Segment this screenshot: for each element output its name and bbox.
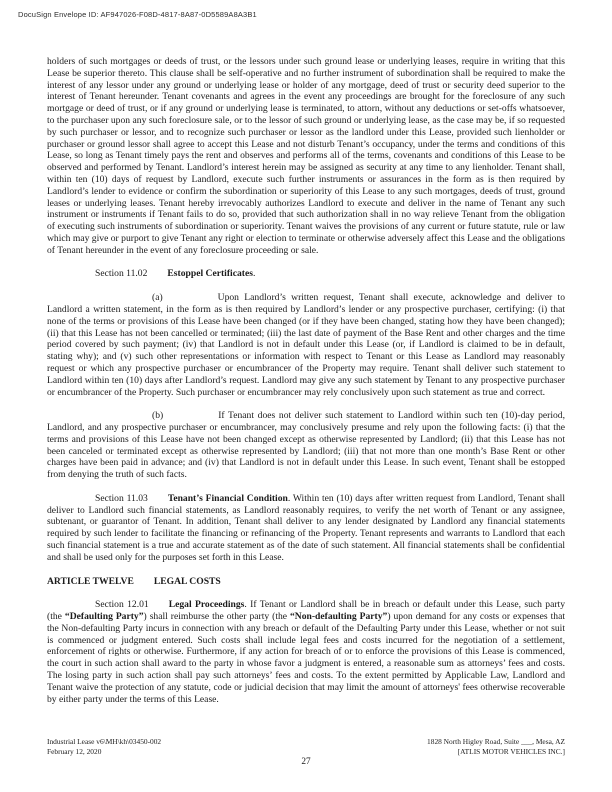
paragraph-b-text: If Tenant does not deliver such statement to Landlord within such ten (10)-day period, Landlord, and any prospective purchaser or encumbrancer, may conclusively presume and rely upon the following facts: (i) that the terms and provisions of this Lease have not been changed except as otherwise represented by Landlord; (ii) that this Lease has not been canceled or terminated except as otherwise represented by Landlord; (iii) that not more than one month’s Base Rent or other charges have been paid in advance; and (iv) that Landlord is not in default under this Lease. In such event, Tenant shall be estopped from denying the truth of such facts. (47, 410, 565, 481)
section-11-03-text: . Within ten (10) days after written request from Landlord, Tenant shall deliver to Landlord such financial statements, as Landlord reasonably requires, to verify the net worth of Tenant or any assignee, subtenant, or guarantor of Tenant. In addition, Tenant shall deliver to any lender designated by Landlord any financial statements required by such lender to facilitate the financing or refinancing of the Property. Tenant represents and warrants to Landlord that each such financial statement is a true and accurate statement as of the date of such statement. All financial statements shall be confidential and shall be used only for the purposes set forth in this Lease. (47, 492, 565, 563)
footer-right (427, 737, 565, 756)
paragraph-b (47, 410, 565, 481)
section-11-03-paragraph (47, 493, 565, 564)
section-11-03-title: Tenant’s Financial Condition (167, 492, 288, 504)
footer-property-address: 1828 North Higley Road, Suite ___, Mesa, AZ (427, 737, 565, 746)
section-12-01-paragraph (47, 599, 565, 705)
section-12-01-text-3: ) upon demand for any costs or expenses that the Non-defaulting Party incurs in connection with any breach or default of the Defaulting Party under this Lease, whether or not suit is commenced or judgment entered. Such costs shall include legal fees and costs incurred for the negotiation of a settlement, enforcement of rights or otherwise. Furthermore, if any action for breach of or to enforce the provisions of this Lease is commenced, the court in such action shall award to the party in whose favor a judgment is entered, a reasonable sum as attorneys’ fees and costs. The losing party in such action shall pay such attorneys’ fees and costs. To the extent permitted by Applicable Law, Landlord and Tenant waive the protection of any statute, code or judicial decision that may limit the amount of attorneys' fees otherwise recoverable by either party under the terms of this Lease. (47, 611, 565, 705)
section-12-01-text-1: . If Tenant or Landlord shall be in breach or default under this Lease, such party (the (47, 599, 565, 623)
footer-document-reference: Industrial Lease v6\MH\kh\03450-002 (47, 737, 162, 746)
article-twelve-number: ARTICLE TWELVE (47, 575, 134, 587)
section-12-01-text-2: ) shall reimburse the other party (the (143, 611, 290, 623)
section-11-02-period: . (252, 268, 256, 280)
footer-date: February 12, 2020 (47, 746, 102, 756)
defined-term-defaulting-party: “Defaulting Party” (64, 611, 144, 623)
document-body (47, 56, 565, 705)
paragraph-a (47, 292, 565, 398)
section-12-01-title: Legal Proceedings (168, 599, 245, 611)
paragraph-b-label: (b) (152, 410, 164, 422)
section-11-02-heading (47, 268, 565, 280)
section-12-01-number: Section 12.01 (95, 599, 149, 611)
footer-left (47, 737, 161, 756)
article-twelve-heading (47, 576, 565, 588)
paragraph-a-text: Upon Landlord’s written request, Tenant shall execute, acknowledge and deliver to Landlord a written statement, in the form as is then required by Landlord’s lender or any prospective purchaser, certifying: (i) that none of the terms or provisions of this Lease have been changed (or if they have been changed, stating how they have been changed); (ii) that this Lease has not been cancelled or terminated; (iii) the last date of payment of the Base Rent and other charges and the time period covered by such payment; (iv) that Landlord is not in default under this Lease (or, if Landlord is claimed to be in default, stating why); and (v) such other representations or information with respect to Tenant or this Lease as Landlord may reasonably request or which any prospective purchaser or encumbrancer of the Property may require. Tenant shall deliver such statement to Landlord within ten (10) days after Landlord’s request. Landlord may give any such statement by Tenant to any prospective purchaser or encumbrancer of the Property. Such purchaser or encumbrancer may rely conclusively upon such statement as true and correct. (47, 292, 565, 398)
docusign-envelope-id: DocuSign Envelope ID: AF947026-F08D-4817-8A87-0D5589A8A3B1 (18, 10, 257, 19)
section-11-02-number: Section 11.02 (95, 268, 148, 280)
page-number: 27 (301, 757, 311, 767)
section-11-02-title: Estoppel Certificates (167, 268, 253, 280)
paragraph-subordination-continuation: holders of such mortgages or deeds of trust, or the lessors under such ground lease or underlying leases, require in writing that this Lease be superior thereto. This clause shall be self-operative and no further instrument of subordination shall be required to make the interest of any lessor under any ground or underlying lease or holder of any mortgage, deed of trust or security deed superior to the interest of Tenant hereunder. Tenant covenants and agrees in the event any proceedings are brought for the foreclosure of any such mortgage or deed of trust, or if any ground or underlying lease is terminated, to attorn, without any deductions or set-offs whatsoever, to the purchaser upon any such foreclosure sale, or to the lessor of such ground or underlying lease, as the case may be, if so requested by such purchaser or lessor, and to recognize such purchaser or lessor as the landlord under this Lease, provided such lienholder or purchaser or ground lessor shall agree to accept this Lease and not disturb Tenant’s occupancy, under the terms and conditions of this Lease, so long as Tenant timely pays the rent and observes and performs all of the terms, covenants and conditions of this Lease to be observed and performed by Tenant. Landlord’s interest herein may be assigned as security at any time to any lienholder. Tenant shall, within ten (10) days of request by Landlord, execute such further instruments or assurances in the form as is then required by Landlord’s lender to evidence or confirm the subordination or superiority of this Lease to any such mortgages, deeds of trust, ground leases or underlying leases. Tenant hereby irrevocably authorizes Landlord to execute and deliver in the name of Tenant any such instrument or instruments if Tenant fails to do so, provided that such authorization shall in no way relieve Tenant from the obligation of executing such instruments of subordination or superiority. Tenant waives the provisions of any current or future statute, rule or law which may give or purport to give Tenant any right or election to terminate or otherwise adversely affect this Lease and the obligations of Tenant hereunder in the event of any foreclosure proceeding or sale. (47, 56, 565, 256)
paragraph-a-label: (a) (152, 292, 163, 304)
section-11-03-number: Section 11.03 (95, 492, 148, 504)
article-twelve-title: LEGAL COSTS (153, 575, 221, 587)
defined-term-non-defaulting-party: “Non-defaulting Party” (290, 611, 388, 623)
footer-company-name: [ATLIS MOTOR VEHICLES INC.] (457, 746, 565, 756)
